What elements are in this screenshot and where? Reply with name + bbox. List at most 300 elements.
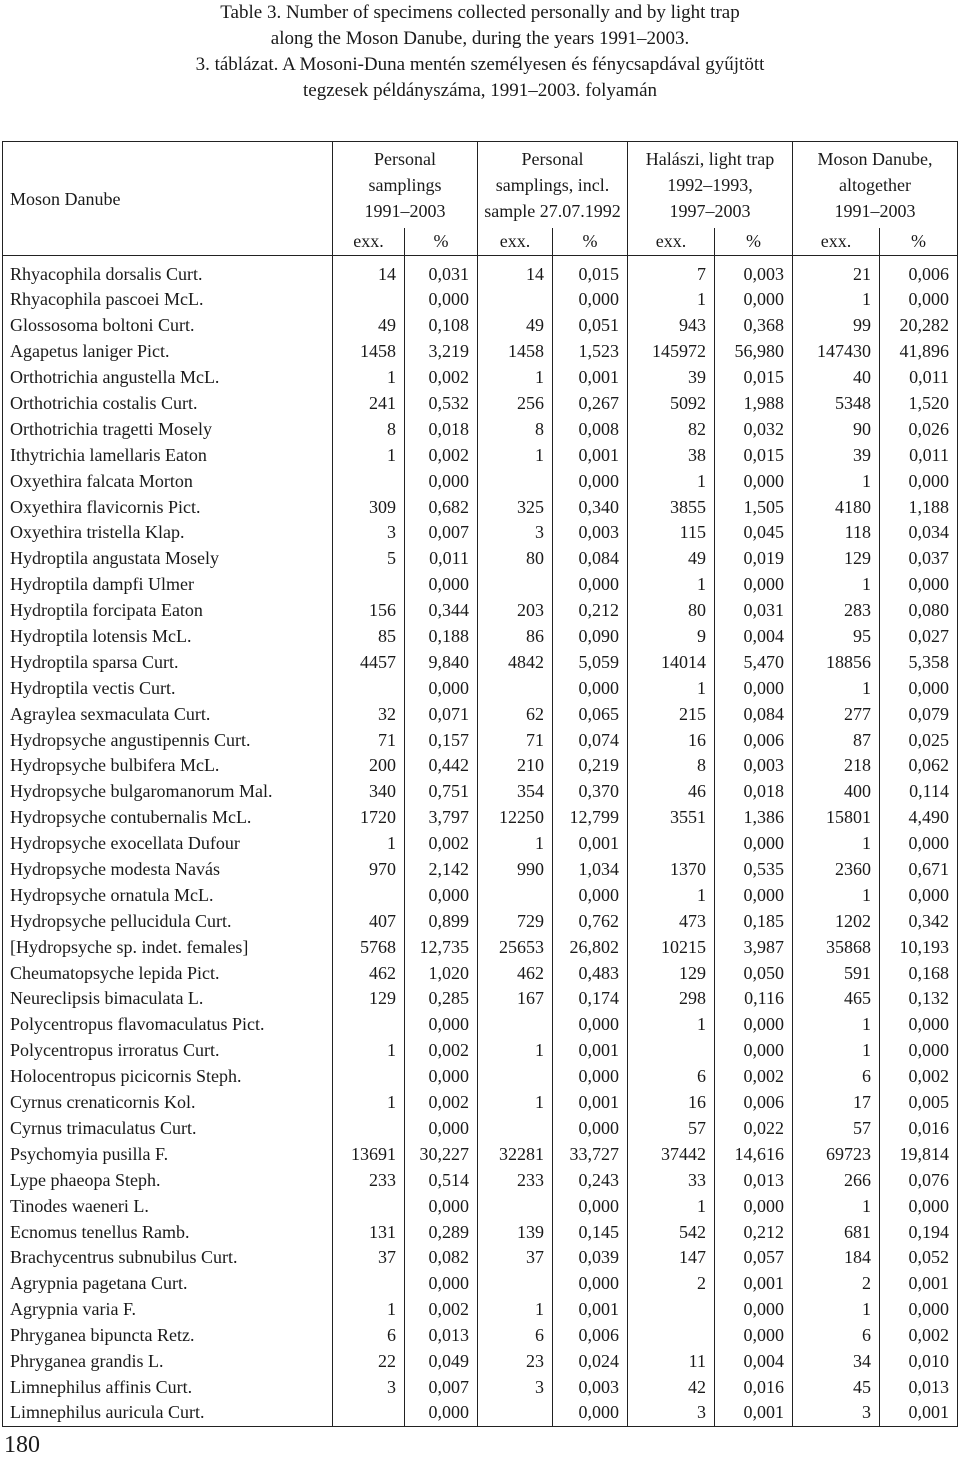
count-cell: 71 [333, 727, 405, 753]
count-cell: 1 [333, 831, 405, 857]
table-row [3, 624, 958, 650]
percent-cell: 0,045 [715, 520, 793, 546]
count-cell: 90 [793, 416, 880, 442]
species-name-cell: Oxyethira flavicornis Pict. [3, 494, 333, 520]
count-cell: 233 [333, 1167, 405, 1193]
percent-cell: 0,027 [908, 626, 949, 647]
count-cell: 45 [793, 1374, 880, 1400]
count-cell: 210 [478, 753, 553, 779]
percent-cell: 0,001 [553, 442, 628, 468]
percent-cell: 0,000 [553, 287, 628, 313]
species-name-cell: Psychomyia pusilla F. [3, 1141, 333, 1167]
table-row [3, 1349, 958, 1375]
count-cell: 22 [333, 1349, 405, 1375]
count-cell: 465 [793, 986, 880, 1012]
count-cell: 1 [478, 1297, 553, 1323]
count-cell: 6 [628, 1064, 715, 1090]
percent-cell: 0,001 [553, 365, 628, 391]
count-cell: 37 [333, 1245, 405, 1271]
count-cell [478, 675, 553, 701]
species-name-cell: Phryganea grandis L. [3, 1349, 333, 1375]
count-cell: 1 [628, 468, 715, 494]
percent-cell: 0,000 [715, 468, 793, 494]
percent-cell: 0,002 [405, 1038, 478, 1064]
count-cell: 147 [628, 1245, 715, 1271]
percent-cell: 0,074 [553, 727, 628, 753]
percent-cell: 0,000 [715, 572, 793, 598]
count-cell: 1 [333, 442, 405, 468]
percent-cell: 0,001 [553, 831, 628, 857]
count-cell: 990 [478, 857, 553, 883]
percent-cell: 0,037 [908, 548, 949, 569]
percent-cell: 0,006 [553, 1323, 628, 1349]
percent-cell: 0,000 [553, 1271, 628, 1297]
percent-cell: 1,188 [908, 496, 949, 517]
species-name-cell: [Hydropsyche sp. indet. females] [3, 934, 333, 960]
percent-cell: 0,000 [553, 1400, 628, 1426]
percent-cell: 0,031 [405, 256, 478, 288]
percent-cell: 0,000 [405, 675, 478, 701]
percent-cell: 0,010 [908, 1350, 949, 1371]
percent-cell: 0,285 [405, 986, 478, 1012]
count-cell [628, 1297, 715, 1323]
count-cell [333, 1116, 405, 1142]
group-header-line: altogether [839, 175, 911, 195]
percent-cell: 0,003 [553, 1374, 628, 1400]
count-cell: 591 [793, 960, 880, 986]
count-cell: 4457 [333, 649, 405, 675]
count-cell: 1 [333, 1297, 405, 1323]
count-cell: 131 [333, 1219, 405, 1245]
table-row [3, 546, 958, 572]
count-cell: 5 [333, 546, 405, 572]
percent-cell: 0,000 [908, 1014, 949, 1035]
species-column-header: Moson Danube [3, 142, 333, 256]
species-name-cell: Orthotrichia tragetti Mosely [3, 416, 333, 442]
count-cell: 283 [793, 598, 880, 624]
count-cell: 6 [333, 1323, 405, 1349]
percent-cell: 0,024 [553, 1349, 628, 1375]
count-cell: 13691 [333, 1141, 405, 1167]
species-name-cell: Hydropsyche exocellata Dufour [3, 831, 333, 857]
percent-cell: 14,616 [715, 1141, 793, 1167]
count-cell: 115 [628, 520, 715, 546]
percent-cell: 0,004 [715, 1349, 793, 1375]
count-cell: 118 [793, 520, 880, 546]
count-cell: 37 [478, 1245, 553, 1271]
percent-cell: 0,015 [553, 256, 628, 288]
count-cell: 1 [628, 882, 715, 908]
species-name-cell: Limnephilus affinis Curt. [3, 1374, 333, 1400]
table-row [3, 701, 958, 727]
percent-cell: 0,000 [405, 1064, 478, 1090]
table-row [3, 986, 958, 1012]
count-cell: 298 [628, 986, 715, 1012]
percent-cell: 0,001 [553, 1038, 628, 1064]
percent-cell: 0,019 [715, 546, 793, 572]
table-row [3, 598, 958, 624]
percent-cell: 0,174 [553, 986, 628, 1012]
count-cell: 14 [478, 256, 553, 288]
count-cell: 3 [333, 1374, 405, 1400]
count-cell: 218 [793, 753, 880, 779]
percent-cell: 0,015 [715, 365, 793, 391]
count-cell [333, 1193, 405, 1219]
count-cell: 15801 [793, 805, 880, 831]
count-cell: 21 [793, 256, 880, 288]
species-name-cell: Ithytrichia lamellaris Eaton [3, 442, 333, 468]
count-cell: 3551 [628, 805, 715, 831]
percent-cell: 0,344 [405, 598, 478, 624]
percent-cell: 30,227 [405, 1141, 478, 1167]
count-cell: 62 [478, 701, 553, 727]
count-cell: 1370 [628, 857, 715, 883]
percent-cell: 19,814 [899, 1143, 949, 1164]
count-cell: 49 [333, 313, 405, 339]
subheader-percent: % [553, 228, 628, 256]
group-header-line: samplings, incl. [495, 175, 610, 195]
table-row [3, 1323, 958, 1349]
percent-cell: 0,065 [553, 701, 628, 727]
percent-cell: 0,185 [715, 908, 793, 934]
percent-cell: 0,000 [553, 1193, 628, 1219]
percent-cell: 0,212 [553, 598, 628, 624]
species-name-cell: Cyrnus crenaticornis Kol. [3, 1090, 333, 1116]
subheader-exx: exx. [628, 228, 715, 256]
percent-cell: 33,727 [553, 1141, 628, 1167]
percent-cell: 0,076 [908, 1169, 949, 1190]
percent-cell: 0,004 [715, 624, 793, 650]
percent-cell: 0,013 [715, 1167, 793, 1193]
group-header-line: Personal [521, 149, 584, 169]
table-body [3, 256, 958, 1427]
percent-cell: 4,490 [908, 807, 949, 828]
percent-cell: 0,108 [405, 313, 478, 339]
species-name-cell: Cyrnus trimaculatus Curt. [3, 1116, 333, 1142]
percent-cell: 3,219 [405, 339, 478, 365]
group-header-line: 1991–2003 [834, 201, 916, 221]
percent-cell: 0,034 [908, 522, 949, 543]
percent-cell: 0,002 [405, 1297, 478, 1323]
percent-cell: 0,000 [715, 675, 793, 701]
count-cell: 970 [333, 857, 405, 883]
percent-cell: 10,193 [899, 936, 949, 957]
count-cell: 1 [333, 365, 405, 391]
table-row [3, 1271, 958, 1297]
percent-cell: 0,057 [715, 1245, 793, 1271]
count-cell: 156 [333, 598, 405, 624]
table-row [3, 442, 958, 468]
percent-cell: 0,000 [405, 1116, 478, 1142]
count-cell [478, 1193, 553, 1219]
percent-cell: 26,802 [553, 934, 628, 960]
group-header-line: 1997–2003 [669, 201, 751, 221]
table-row [3, 934, 958, 960]
count-cell: 1 [628, 1012, 715, 1038]
percent-cell: 0,000 [553, 882, 628, 908]
percent-cell: 0,000 [908, 289, 949, 310]
count-cell: 46 [628, 779, 715, 805]
count-cell: 1 [793, 1193, 880, 1219]
count-cell: 5768 [333, 934, 405, 960]
species-name-cell: Hydropsyche angustipennis Curt. [3, 727, 333, 753]
count-cell: 1 [628, 1193, 715, 1219]
count-cell: 37442 [628, 1141, 715, 1167]
count-cell: 1 [478, 831, 553, 857]
count-cell [333, 1271, 405, 1297]
count-cell: 340 [333, 779, 405, 805]
percent-cell: 1,020 [405, 960, 478, 986]
table-row [3, 256, 958, 288]
table-row [3, 287, 958, 313]
percent-cell: 0,018 [715, 779, 793, 805]
species-name-cell: Hydroptila vectis Curt. [3, 675, 333, 701]
count-cell [478, 1012, 553, 1038]
table-row [3, 391, 958, 417]
percent-cell: 0,052 [908, 1247, 949, 1268]
percent-cell: 5,059 [553, 649, 628, 675]
group-header-line: sample 27.07.1992 [484, 201, 621, 221]
count-cell: 25653 [478, 934, 553, 960]
percent-cell: 0,000 [908, 574, 949, 595]
percent-cell: 0,011 [405, 546, 478, 572]
count-cell: 12250 [478, 805, 553, 831]
percent-cell: 0,000 [908, 1299, 949, 1320]
count-cell: 49 [628, 546, 715, 572]
table-row [3, 1374, 958, 1400]
percent-cell: 1,520 [908, 393, 949, 413]
percent-cell: 0,000 [405, 882, 478, 908]
count-cell: 57 [628, 1116, 715, 1142]
species-name-cell: Tinodes waeneri L. [3, 1193, 333, 1219]
percent-cell: 0,000 [908, 677, 949, 698]
percent-cell: 12,799 [553, 805, 628, 831]
count-cell [333, 468, 405, 494]
percent-cell: 0,001 [908, 1402, 949, 1423]
percent-cell: 0,003 [553, 520, 628, 546]
species-name-cell: Oxyethira tristella Klap. [3, 520, 333, 546]
count-cell: 11 [628, 1349, 715, 1375]
count-cell: 2 [793, 1271, 880, 1297]
table-row [3, 1038, 958, 1064]
percent-cell: 0,090 [553, 624, 628, 650]
percent-cell: 0,194 [908, 1221, 949, 1242]
count-cell [478, 287, 553, 313]
species-name-cell: Holocentropus picicornis Steph. [3, 1064, 333, 1090]
species-name-cell: Hydropsyche ornatula McL. [3, 882, 333, 908]
count-cell: 1 [333, 1038, 405, 1064]
table-row [3, 805, 958, 831]
count-cell [478, 1064, 553, 1090]
species-name-cell: Orthotrichia angustella McL. [3, 365, 333, 391]
count-cell: 1 [793, 468, 880, 494]
count-cell [333, 882, 405, 908]
percent-cell: 0,000 [405, 1400, 478, 1426]
count-cell: 71 [478, 727, 553, 753]
percent-cell: 20,282 [899, 315, 949, 336]
percent-cell: 0,000 [405, 468, 478, 494]
count-cell: 1 [333, 1090, 405, 1116]
count-cell: 4180 [793, 494, 880, 520]
table-row [3, 468, 958, 494]
caption-line-3: 3. táblázat. A Mosoni-Duna mentén személyesen és fénycsapdával gyűjtött [195, 54, 765, 75]
species-name-cell: Cheumatopsyche lepida Pict. [3, 960, 333, 986]
species-name-cell: Polycentropus irroratus Curt. [3, 1038, 333, 1064]
count-cell: 1 [793, 831, 880, 857]
table-row [3, 365, 958, 391]
count-cell [333, 675, 405, 701]
species-name-cell: Ecnomus tenellus Ramb. [3, 1219, 333, 1245]
percent-cell: 0,483 [553, 960, 628, 986]
count-cell: 1458 [478, 339, 553, 365]
percent-cell: 0,071 [405, 701, 478, 727]
percent-cell: 0,370 [553, 779, 628, 805]
percent-cell: 0,145 [553, 1219, 628, 1245]
count-cell: 407 [333, 908, 405, 934]
percent-cell: 0,084 [553, 546, 628, 572]
count-cell [478, 1400, 553, 1426]
subheader-exx: exx. [333, 228, 405, 256]
species-name-cell: Hydropsyche contubernalis McL. [3, 805, 333, 831]
percent-cell: 0,000 [553, 1012, 628, 1038]
percent-cell: 0,000 [553, 572, 628, 598]
count-cell: 2 [628, 1271, 715, 1297]
count-cell [478, 882, 553, 908]
percent-cell: 0,532 [405, 391, 478, 417]
percent-cell: 0,079 [908, 703, 949, 724]
table-row [3, 882, 958, 908]
count-cell: 82 [628, 416, 715, 442]
count-cell [628, 1323, 715, 1349]
percent-cell: 0,002 [405, 442, 478, 468]
count-cell: 4842 [478, 649, 553, 675]
count-cell [628, 1038, 715, 1064]
percent-cell: 0,001 [553, 1297, 628, 1323]
count-cell: 80 [628, 598, 715, 624]
count-cell: 49 [478, 313, 553, 339]
species-name-cell: Rhyacophila pascoei McL. [3, 287, 333, 313]
count-cell: 1 [793, 1297, 880, 1323]
percent-cell: 0,007 [405, 520, 478, 546]
percent-cell: 0,001 [715, 1400, 793, 1426]
percent-cell: 0,000 [908, 1195, 949, 1216]
count-cell: 3 [793, 1400, 880, 1426]
percent-cell: 0,762 [553, 908, 628, 934]
count-cell: 233 [478, 1167, 553, 1193]
table-caption [0, 0, 960, 104]
percent-cell: 0,342 [908, 910, 949, 931]
percent-cell: 0,289 [405, 1219, 478, 1245]
count-cell: 129 [333, 986, 405, 1012]
species-name-cell: Brachycentrus subnubilus Curt. [3, 1245, 333, 1271]
species-name-cell: Hydroptila sparsa Curt. [3, 649, 333, 675]
count-cell: 400 [793, 779, 880, 805]
count-cell: 8 [628, 753, 715, 779]
percent-cell: 0,002 [715, 1064, 793, 1090]
count-cell: 215 [628, 701, 715, 727]
count-cell: 309 [333, 494, 405, 520]
percent-cell: 0,015 [715, 442, 793, 468]
percent-cell: 0,157 [405, 727, 478, 753]
count-cell: 10215 [628, 934, 715, 960]
table-row [3, 1193, 958, 1219]
percent-cell: 0,000 [715, 1038, 793, 1064]
count-cell: 241 [333, 391, 405, 417]
count-cell: 34 [793, 1349, 880, 1375]
species-name-cell: Hydropsyche bulbifera McL. [3, 753, 333, 779]
count-cell: 87 [793, 727, 880, 753]
count-cell: 5092 [628, 391, 715, 417]
count-cell: 6 [793, 1323, 880, 1349]
count-cell: 5348 [793, 391, 880, 417]
count-cell: 1720 [333, 805, 405, 831]
count-cell: 473 [628, 908, 715, 934]
count-cell: 681 [793, 1219, 880, 1245]
count-cell: 1 [478, 365, 553, 391]
count-cell: 3 [333, 520, 405, 546]
table-row [3, 1245, 958, 1271]
table-row [3, 1219, 958, 1245]
count-cell: 85 [333, 624, 405, 650]
count-cell: 32281 [478, 1141, 553, 1167]
count-cell: 266 [793, 1167, 880, 1193]
percent-cell: 0,018 [405, 416, 478, 442]
percent-cell: 0,025 [908, 729, 949, 750]
count-cell: 129 [628, 960, 715, 986]
count-cell: 2360 [793, 857, 880, 883]
percent-cell: 0,000 [715, 1193, 793, 1219]
table-row [3, 494, 958, 520]
count-cell [478, 1116, 553, 1142]
percent-cell: 12,735 [405, 934, 478, 960]
count-cell: 1 [628, 287, 715, 313]
count-cell: 14 [333, 256, 405, 288]
species-name-cell: Hydroptila forcipata Eaton [3, 598, 333, 624]
percent-cell: 0,013 [908, 1376, 949, 1397]
caption-line-1: Table 3. Number of specimens collected personally and by light trap [220, 2, 740, 23]
percent-cell: 0,031 [715, 598, 793, 624]
species-name-cell: Agrypnia pagetana Curt. [3, 1271, 333, 1297]
count-cell: 1 [793, 1012, 880, 1038]
percent-cell: 0,000 [405, 287, 478, 313]
subheader-percent: % [715, 228, 793, 256]
percent-cell: 0,001 [908, 1273, 949, 1294]
percent-cell: 0,003 [715, 753, 793, 779]
percent-cell: 0,000 [553, 468, 628, 494]
percent-cell: 3,797 [405, 805, 478, 831]
percent-cell: 1,988 [715, 391, 793, 417]
count-cell: 200 [333, 753, 405, 779]
percent-cell: 0,016 [908, 1117, 949, 1138]
count-cell: 6 [478, 1323, 553, 1349]
count-cell: 542 [628, 1219, 715, 1245]
count-cell: 99 [793, 313, 880, 339]
count-cell: 95 [793, 624, 880, 650]
count-cell: 9 [628, 624, 715, 650]
table-row [3, 857, 958, 883]
table-row [3, 675, 958, 701]
percent-cell: 0,000 [715, 1297, 793, 1323]
species-name-cell: Rhyacophila dorsalis Curt. [3, 256, 333, 288]
species-name-cell: Oxyethira falcata Morton [3, 468, 333, 494]
caption-line-4: tegzesek példányszáma, 1991–2003. folyamán [302, 80, 658, 101]
count-cell [478, 572, 553, 598]
percent-cell: 56,980 [715, 339, 793, 365]
count-cell: 35868 [793, 934, 880, 960]
count-cell: 277 [793, 701, 880, 727]
count-cell: 16 [628, 727, 715, 753]
percent-cell: 0,243 [553, 1167, 628, 1193]
